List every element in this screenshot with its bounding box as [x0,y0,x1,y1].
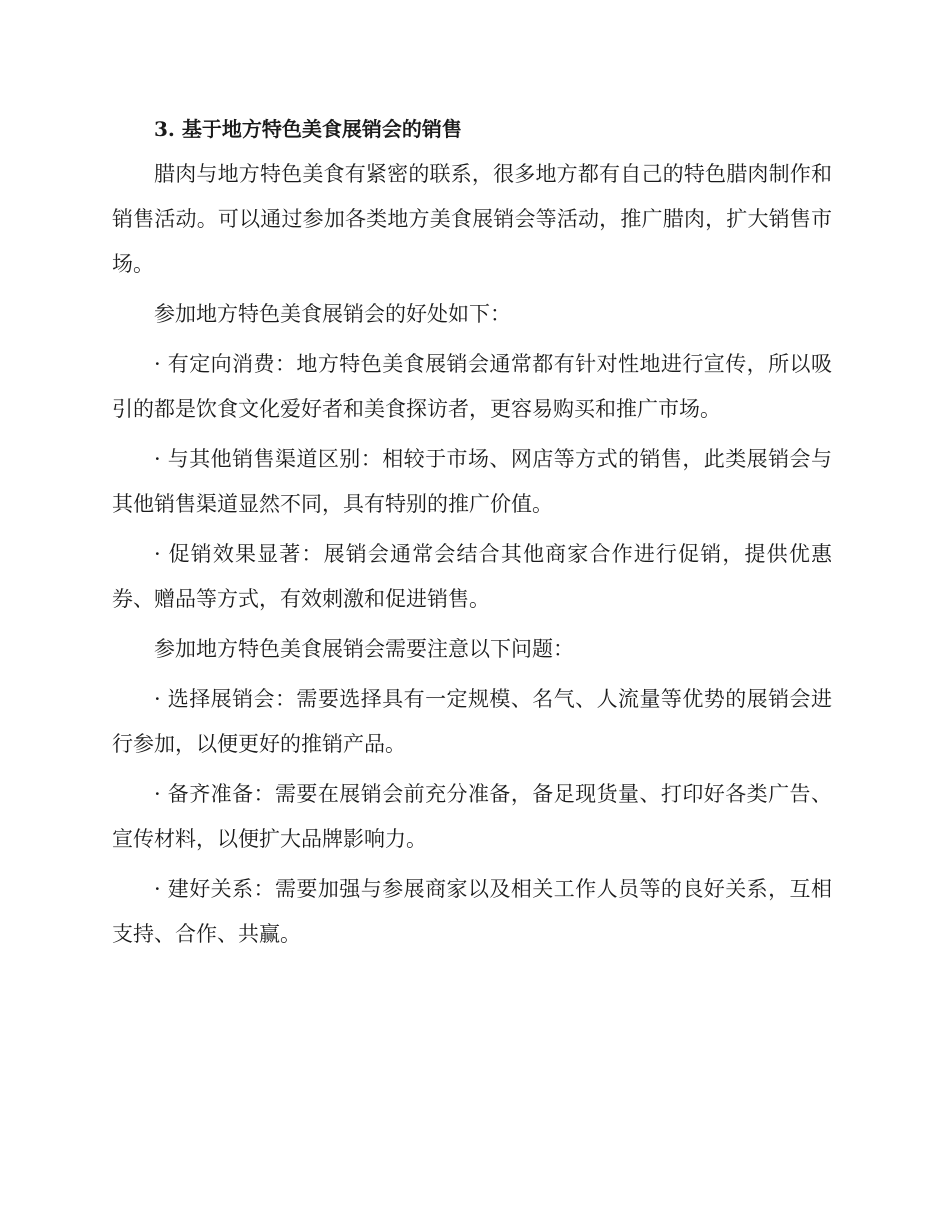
bullet-channel-difference: · 与其他销售渠道区别：相较于市场、网店等方式的销售，此类展销会与其他销售渠道显然不同，具有特别的推广价值。 [112,447,832,516]
bullet-targeted-consumption: · 有定向消费：地方特色美食展销会通常都有针对性地进行宣传，所以吸引的都是饮食文化爱好者和美食探访者，更容易购买和推广市场。 [112,352,832,421]
paragraph-notes-lead: 参加地方特色美食展销会需要注意以下问题： [154,637,574,661]
paragraph-benefits-lead: 参加地方特色美食展销会的好处如下： [154,302,511,326]
section-heading: 3. 基于地方特色美食展销会的销售 [154,117,462,141]
bullet-promotion-effect: · 促销效果显著：展销会通常会结合其他商家合作进行促销，提供优惠券、赠品等方式，有效刺激和促进销售。 [112,542,832,611]
bullet-choose-fair: · 选择展销会：需要选择具有一定规模、名气、人流量等优势的展销会进行参加，以便更好的推销产品。 [112,687,832,756]
bullet-preparation: · 备齐准备：需要在展销会前充分准备，备足现货量、打印好各类广告、宣传材料，以便扩大品牌影响力。 [112,782,832,851]
bullet-relationships: · 建好关系：需要加强与参展商家以及相关工作人员等的良好关系，互相支持、合作、共赢。 [112,877,832,946]
paragraph-intro: 腊肉与地方特色美食有紧密的联系，很多地方都有自己的特色腊肉制作和销售活动。可以通过参加各类地方美食展销会等活动，推广腊肉，扩大销售市场。 [112,162,832,276]
document-body [112,110,832,962]
